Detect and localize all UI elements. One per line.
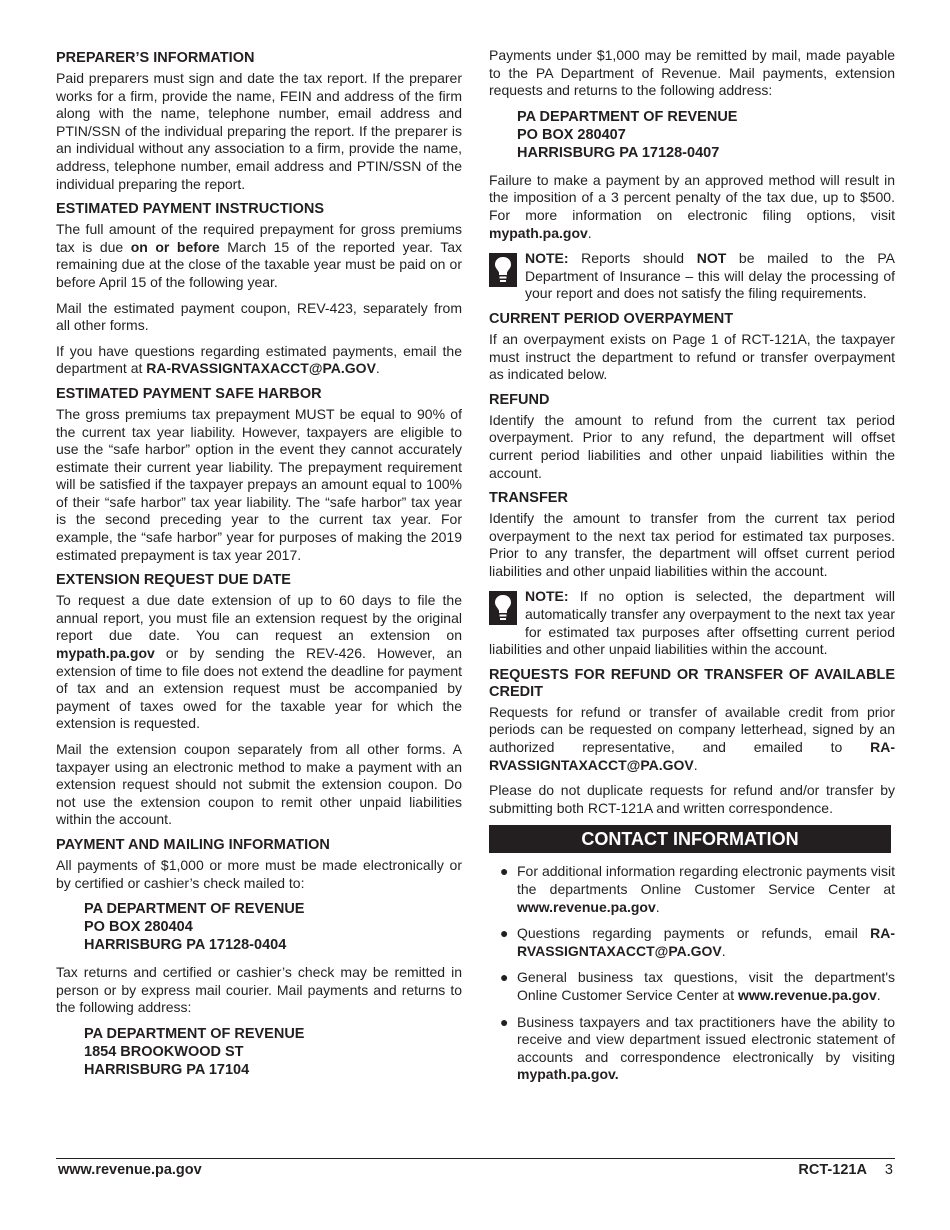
note-no-option: NOTE: If no option is selected, the department will automatically transfer any overpayment to the next tax year for estimated tax purposes after offsetting current period liabilities and other unpaid liabilities within the account. bbox=[489, 588, 895, 658]
payment-heading: PAYMENT AND MAILING INFORMATION bbox=[56, 836, 330, 853]
contact-information-banner: CONTACT INFORMATION bbox=[489, 825, 891, 853]
refund-heading: REFUND bbox=[489, 391, 550, 408]
payment-mailing-section bbox=[56, 837, 462, 1079]
bullet-icon: ● bbox=[500, 1013, 509, 1030]
requests-text-1: Requests for refund or transfer of available credit from prior periods can be requested on company letterhead, signed by an authorized representative, and emailed to RA-RVASSIGNTAXACCT@PA.GOV. bbox=[489, 703, 895, 773]
mypath-link[interactable]: mypath.pa.gov. bbox=[517, 1066, 619, 1083]
estimated-text-3: If you have questions regarding estimated payments, email the department at RA-RVASSIGNTAXACCT@PA.GOV. bbox=[56, 342, 462, 377]
transfer-text: Identify the amount to transfer from the current tax period overpayment to the next tax period for estimated tax purposes. Prior to any transfer, the department will offset current period liabilities and other unpaid liabilities within the account. bbox=[489, 510, 895, 579]
estimated-text-1: The full amount of the required prepayment for gross premiums tax is due on or before March 15 of the reported year. Tax remaining due at the close of the taxable year must be paid on or before April 15 of the following year. bbox=[56, 221, 462, 290]
overpayment-text: If an overpayment exists on Page 1 of RCT-121A, the taxpayer must instruct the department to refund or transfer overpayment as indicated below. bbox=[489, 330, 895, 383]
requests-text-2: Please do not duplicate requests for refund and/or transfer by submitting both RCT-121A and written correspondence. bbox=[489, 782, 895, 816]
revenue-website-link[interactable]: www.revenue.pa.gov bbox=[737, 986, 877, 1003]
requests-email-link[interactable]: RA-RVASSIGNTAXACCT@PA.GOV bbox=[489, 739, 895, 773]
footer-divider bbox=[56, 1158, 895, 1159]
revenue-website-link[interactable]: www.revenue.pa.gov bbox=[517, 898, 656, 915]
list-item: ● For additional information regarding electronic payments visit the departments Online Customer Service Center at www.revenue.pa.gov. bbox=[500, 863, 895, 915]
preparer-heading: PREPARER’S INFORMATION bbox=[56, 50, 255, 66]
footer-form-page bbox=[798, 1162, 893, 1178]
right-column bbox=[489, 47, 895, 1093]
bullet-icon: ● bbox=[500, 969, 509, 986]
penalty-mypath-link[interactable]: mypath.pa.gov bbox=[489, 224, 588, 241]
estimated-payment-section bbox=[56, 201, 462, 378]
refund-section bbox=[489, 392, 895, 482]
page-number: 3 bbox=[884, 1162, 893, 1178]
payment-text-1: All payments of $1,000 or more must be made electronically or by certified or cashier’s check mailed to: bbox=[56, 856, 462, 891]
list-item: ● Business taxpayers and tax practitioners have the ability to receive and view department issued electronic statement of accounts and correspondence electronically by visiting mypath.pa.gov. bbox=[500, 1013, 895, 1083]
contact-email-link[interactable]: RA-RVASSIGNTAXACCT@PA.GOV bbox=[517, 925, 895, 959]
contact-list bbox=[489, 863, 895, 1084]
extension-mypath-link[interactable]: mypath.pa.gov bbox=[56, 645, 155, 662]
refund-text: Identify the amount to refund from the current tax period overpayment. Prior to any refund, the department will offset current period liabilities and other unpaid liabilities within the account. bbox=[489, 411, 895, 481]
estimated-text-2: Mail the estimated payment coupon, REV-423, separately from all other forms. bbox=[56, 299, 462, 334]
footer-website: www.revenue.pa.gov bbox=[58, 1162, 202, 1178]
form-number: RCT-121A bbox=[798, 1162, 867, 1178]
note-insurance: NOTE: Reports should NOT be mailed to the PA Department of Insurance – this will delay the processing of your report and does not satisfy the filing requirements. bbox=[489, 250, 895, 303]
requests-heading: REQUESTS FOR REFUND OR TRANSFER OF AVAILABLE CREDIT bbox=[489, 666, 895, 700]
mailing-address-3: PA DEPARTMENT OF REVENUE PO BOX 280407 HARRISBURG PA 17128-0407 bbox=[517, 108, 738, 161]
extension-text-1: To request a due date extension of up to 60 days to file the annual report, you must file an extension request by the original report due date. You can request an extension on mypath.pa.gov or by sending the REV-426. However, an extension of time to file does not extend the deadline for payment of tax and an extension request must be accompanied by payment of taxes owed for the taxable year for which the extension is requested. bbox=[56, 592, 462, 732]
bullet-icon: ● bbox=[500, 863, 509, 880]
requests-section bbox=[489, 667, 895, 818]
safe-harbor-heading: ESTIMATED PAYMENT SAFE HARBOR bbox=[56, 385, 322, 402]
preparer-text: Paid preparers must sign and date the tax report. If the preparer works for a firm, provide the name, FEIN and address of the firm along with the name, telephone number, email address and PTIN/SSN of the individual preparing the report. If the preparer is an individual without any association to a firm, provide the name, address, telephone number, email address and PTIN/SSN of the individual preparing the report. bbox=[56, 70, 462, 192]
overpayment-section bbox=[489, 311, 895, 384]
extension-section bbox=[56, 572, 462, 829]
bullet-icon: ● bbox=[500, 925, 509, 942]
estimated-heading: ESTIMATED PAYMENT INSTRUCTIONS bbox=[56, 201, 324, 218]
list-item: ● Questions regarding payments or refunds, email RA-RVASSIGNTAXACCT@PA.GOV. bbox=[500, 925, 895, 959]
penalty-text: Failure to make a payment by an approved method will result in the imposition of a 3 percent penalty of the tax due, up to $500. For more information on electronic filing options, visit mypath.pa.gov. bbox=[489, 171, 895, 241]
small-payments-text: Payments under $1,000 may be remitted by mail, made payable to the PA Department of Revenue. Mail payments, extension requests and returns to the following address: bbox=[489, 47, 895, 99]
safe-harbor-section bbox=[56, 386, 462, 564]
preparer-section bbox=[56, 50, 462, 193]
extension-heading: EXTENSION REQUEST DUE DATE bbox=[56, 572, 291, 589]
extension-text-2: Mail the extension coupon separately from all other forms. A taxpayer using an electronic method to make a payment with an extension request should not submit the extension coupon. Do not use the extension coupon to remit other unpaid liabilities within the account. bbox=[56, 741, 462, 828]
list-item: ● General business tax questions, visit the department's Online Customer Service Center at www.revenue.pa.gov. bbox=[500, 969, 895, 1003]
safe-harbor-text: The gross premiums tax prepayment MUST be equal to 90% of the current tax year liability. However, taxpayers are eligible to use the “safe harbor” option in the event they cannot accurately estimate their current year liability. The prepayment requirement will be satisfied if the taxpayer prepays an amount equal to 100% of their “safe harbor” tax year liability. The “safe harbor” tax year is the second preceding year to the current tax year. For example, the “safe harbor” year for purposes of making the 2019 estimated prepayment is tax year 2017. bbox=[56, 405, 462, 563]
left-column bbox=[56, 50, 462, 1089]
mailing-address-2: PA DEPARTMENT OF REVENUE 1854 BROOKWOOD ST HARRISBURG PA 17104 bbox=[84, 1025, 305, 1078]
payment-text-2: Tax returns and certified or cashier’s check may be remitted in person or by express mail courier. Mail payments and returns to the following address: bbox=[56, 964, 462, 1016]
transfer-section bbox=[489, 490, 895, 580]
transfer-heading: TRANSFER bbox=[489, 490, 568, 507]
lightbulb-icon bbox=[489, 253, 517, 287]
overpayment-heading: CURRENT PERIOD OVERPAYMENT bbox=[489, 310, 734, 327]
mailing-address-1: PA DEPARTMENT OF REVENUE PO BOX 280404 HARRISBURG PA 17128-0404 bbox=[84, 901, 305, 954]
estimated-email-link[interactable]: RA-RVASSIGNTAXACCT@PA.GOV bbox=[146, 360, 376, 377]
lightbulb-icon bbox=[489, 591, 517, 625]
